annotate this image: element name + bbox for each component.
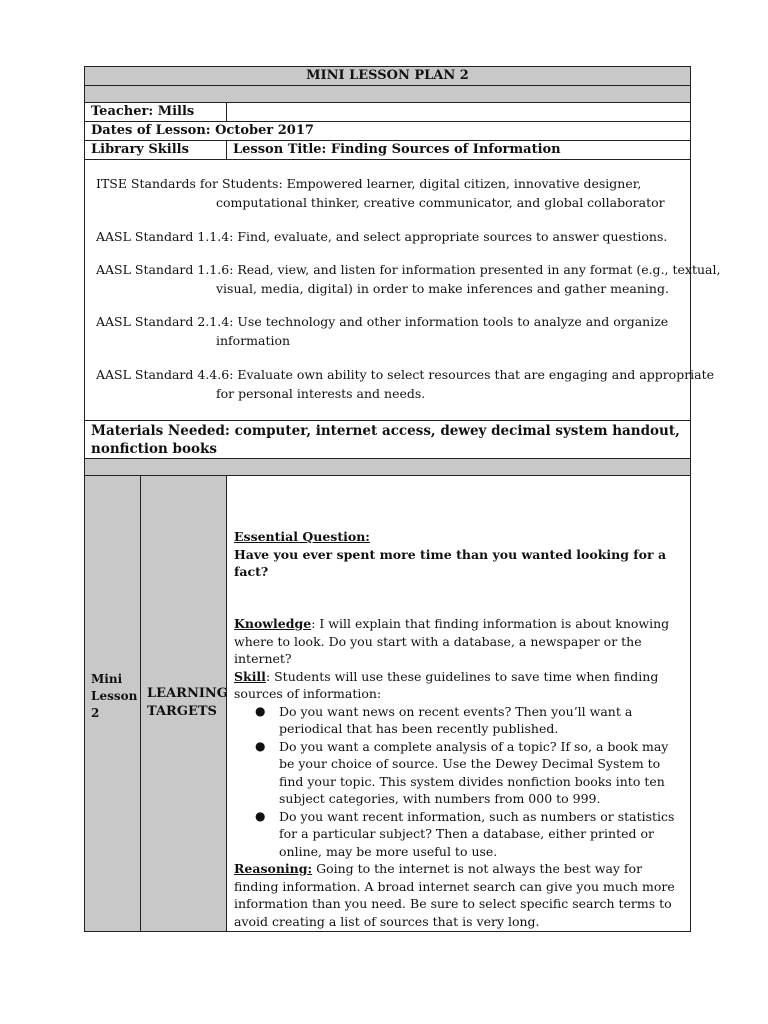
learning-targets-column [141, 476, 227, 931]
list-item: ● Do you want news on recent events? Then you’ll want a periodical that has been recently published. [255, 703, 633, 736]
title-row [84, 66, 691, 86]
bullet-dot-icon: ● [255, 808, 266, 823]
standard-text: ITSE Standards for Students: Empowered learner, digital citizen, innovative designer, [96, 176, 642, 191]
page-title: MINI LESSON PLAN 2 [306, 68, 469, 83]
learning-targets-label: LEARNING TARGETS [147, 686, 228, 719]
gray-divider-bar [84, 85, 691, 103]
knowledge-block [234, 615, 684, 860]
knowledge-label: Knowledge [234, 616, 312, 631]
teacher-row [84, 102, 691, 122]
skills-row [84, 140, 691, 160]
reasoning-label: Reasoning: [234, 861, 313, 876]
mini-lesson-column [85, 476, 141, 931]
materials-row [84, 420, 691, 459]
teacher-label: Teacher: Mills [85, 103, 227, 121]
gray-divider-bar [84, 458, 691, 476]
skill-text: : Students will use these guidelines to save time when finding sources of information: [234, 668, 659, 701]
standard-item [96, 312, 676, 350]
standard-item [96, 227, 676, 246]
reasoning-text: Going to the internet is not always the best way for finding information. A broad internet search can give you much more information than you need. Be sure to select specific search terms to avoid creating a list of sources that is very long. [234, 861, 675, 929]
standard-item [96, 260, 721, 298]
list-item: ● Do you want a complete analysis of a topic? If so, a book may be your choice of source. Use the Dewey Decimal System to find your topic. This system divides nonfiction books into ten subject categories, with numbers from 000 to 999. [255, 738, 669, 806]
subject-label: Library Skills [85, 141, 227, 159]
essential-question-label: Essential Question: [234, 529, 370, 544]
standard-text-cont: information [216, 333, 291, 348]
standard-text-cont: computational thinker, creative communicator, and global collaborator [216, 195, 665, 210]
dates-row [84, 121, 691, 141]
standard-item [96, 365, 715, 403]
standard-text: AASL Standard 1.1.6: Read, view, and listen for information presented in any format (e.g., textual, [96, 262, 721, 277]
reasoning-block [234, 860, 684, 930]
dates-label: Dates of Lesson: October 2017 [91, 123, 314, 138]
essential-question-block [234, 528, 684, 581]
bullet-dot-icon: ● [255, 738, 266, 753]
standard-text: AASL Standard 2.1.4: Use technology and other information tools to analyze and organize [96, 314, 669, 329]
bullet-dot-icon: ● [255, 703, 266, 718]
mini-lesson-label: Mini Lesson 2 [91, 672, 138, 720]
list-item: ● Do you want recent information, such as numbers or statistics for a particular subject? Then a database, either printed or online, may be more useful to use. [255, 808, 675, 859]
standard-item [96, 174, 676, 212]
standard-text: AASL Standard 1.1.4: Find, evaluate, and select appropriate sources to answer questions. [96, 229, 668, 244]
materials-text: Materials Needed: computer, internet access, dewey decimal system handout, nonfiction books [91, 423, 680, 457]
guideline-list [234, 703, 684, 861]
lesson-content-column [227, 476, 690, 931]
standard-text-cont: for personal interests and needs. [216, 386, 426, 401]
teacher-value [227, 103, 690, 121]
standard-text-cont: visual, media, digital) in order to make inferences and gather meaning. [216, 281, 669, 296]
lesson-title: Lesson Title: Finding Sources of Information [233, 142, 561, 157]
essential-question-text: Have you ever spent more time than you wanted looking for a fact? [234, 546, 667, 579]
standards-section [84, 159, 721, 421]
standard-text: AASL Standard 4.4.6: Evaluate own ability to select resources that are engaging and appropriate [96, 367, 715, 382]
skill-label: Skill [234, 668, 266, 684]
lesson-body-row [84, 475, 691, 932]
knowledge-text: : I will explain that finding information is about knowing where to look. Do you start with a database, a newspaper or the internet? [234, 616, 670, 666]
